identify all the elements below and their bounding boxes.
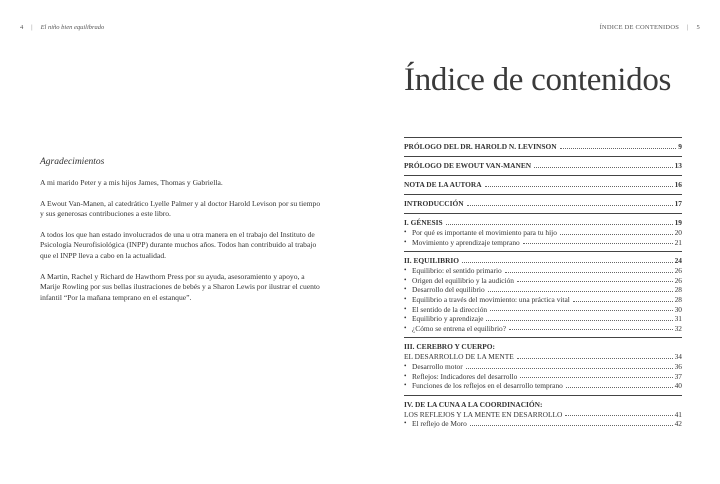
subentry-page: 28 <box>674 294 682 304</box>
header-separator: | <box>687 24 689 31</box>
subentry-page: 32 <box>674 323 682 333</box>
acknowledgement-paragraph: A Martin, Rachel y Richard de Hawthorn Press por su ayuda, asesoramiento y apoyo, a Marije Rowling por sus bellas ilustraciones de bebés y a Sharon Lewis por ilustrar el cuento infantil “Por la mañana temprano en el estanque”. <box>40 271 320 302</box>
bullet-icon: • <box>404 304 407 313</box>
leader-dots <box>565 414 672 416</box>
leader-dots <box>566 386 673 388</box>
leader-dots <box>488 290 673 292</box>
leader-dots <box>462 261 673 263</box>
toc-entry <box>404 176 682 195</box>
left-page-number: 4 <box>20 24 24 31</box>
acknowledgements-heading: Agradecimientos <box>40 157 105 167</box>
subentry-page: 42 <box>674 419 682 429</box>
subentry-label: Por qué es importante el movimiento para tu hijo <box>412 228 557 237</box>
subentry-page: 37 <box>674 371 682 381</box>
subentry-label: Desarrollo motor <box>412 361 463 371</box>
toc-subentry <box>404 266 682 276</box>
chapter-page: 19 <box>674 218 682 227</box>
subentry-page: 20 <box>674 228 682 237</box>
leader-dots <box>520 376 672 378</box>
leader-dots <box>466 367 673 369</box>
subentry-page: 40 <box>674 381 682 391</box>
chapter-page: 41 <box>674 409 682 419</box>
leader-dots <box>560 233 673 235</box>
subentry-page: 21 <box>674 237 682 247</box>
subentry-label: Origen del equilibrio y la audición <box>412 275 515 285</box>
toc-chapter-subtitle-line <box>404 352 682 362</box>
subentry-label: Equilibrio: el sentido primario <box>412 266 502 276</box>
toc-chapter <box>404 396 682 433</box>
left-running-title: El niño bien equilibrado <box>40 24 105 31</box>
subentry-page: 30 <box>674 304 682 314</box>
right-page <box>360 0 720 484</box>
acknowledgement-paragraph: A todos los que han estado involucrados de una u otra manera en el trabajo del Instituto de Psicología Neurofisiológica (INPP) durante muchos años. Todos han contribuido al trabajo que el INPP lleva a cabo en la actualidad. <box>40 229 317 260</box>
subentry-label: Movimiento y aprendizaje temprano <box>412 237 520 247</box>
toc-subentry <box>404 324 682 334</box>
subentry-label: El reflejo de Moro <box>412 419 467 429</box>
subentry-label: El sentido de la dirección <box>412 304 488 314</box>
toc-entry-page: 17 <box>674 199 682 208</box>
subentry-label: Desarrollo del equilibrio <box>412 285 485 295</box>
toc-entry-label: PRÓLOGO DE EWOUT VAN-MANEN <box>404 161 532 170</box>
toc-subentry <box>404 295 682 305</box>
leader-dots <box>534 166 673 168</box>
acknowledgement-paragraph: A mi marido Peter y a mis hijos James, Thomas y Gabriella. <box>40 178 223 187</box>
toc-subentry <box>404 362 682 372</box>
leader-dots <box>467 204 673 206</box>
right-page-number: 5 <box>696 24 700 31</box>
bullet-icon: • <box>404 371 407 380</box>
leader-dots <box>490 309 672 311</box>
bullet-icon: • <box>404 266 407 275</box>
toc-subentry <box>404 372 682 382</box>
chapter-subtitle: LOS REFLEJOS Y LA MENTE EN DESARROLLO <box>404 409 563 419</box>
toc-entry-label: NOTA DE LA AUTORA <box>404 180 482 189</box>
bullet-icon: • <box>404 314 407 323</box>
subentry-label: ¿Cómo se entrena el equilibrio? <box>412 323 506 333</box>
subentry-label: Reflejos: Indicadores del desarrollo <box>412 371 518 381</box>
right-running-title: ÍNDICE DE CONTENIDOS <box>599 24 680 31</box>
leader-dots <box>486 319 672 321</box>
bullet-icon: • <box>404 323 407 332</box>
toc-entry-label: PRÓLOGO DEL DR. HAROLD N. LEVINSON <box>404 142 557 151</box>
subentry-page: 26 <box>674 275 682 285</box>
leader-dots <box>573 300 673 302</box>
leader-dots <box>485 185 673 187</box>
chapter-title: II. EQUILIBRIO <box>404 256 460 266</box>
acknowledgement-paragraph: A Ewout Van-Manen, al catedrático Lyelle Palmer y al doctor Harold Levison por su tiempo y sus generosas contribuciones a este libro. <box>40 198 321 219</box>
toc-subentry <box>404 276 682 286</box>
leader-dots <box>517 280 673 282</box>
subentry-label: Funciones de los reflejos en el desarrollo temprano <box>412 381 563 391</box>
leader-dots <box>505 271 673 273</box>
bullet-icon: • <box>404 228 407 236</box>
toc-subentry <box>404 228 682 238</box>
toc-chapter <box>404 338 682 395</box>
chapter-subtitle: EL DESARROLLO DE LA MENTE <box>404 352 514 362</box>
toc-subentry <box>404 419 682 429</box>
toc-entry <box>404 195 682 214</box>
left-running-header <box>20 24 104 31</box>
toc-subentry <box>404 305 682 315</box>
toc-subentry <box>404 238 682 248</box>
subentry-label: Equilibrio a través del movimiento: una práctica vital <box>412 294 570 304</box>
chapter-title: III. CEREBRO Y CUERPO: <box>404 342 496 352</box>
toc-title: Índice de contenidos <box>404 62 672 98</box>
leader-dots <box>560 147 677 149</box>
leader-dots <box>517 357 673 359</box>
bullet-icon: • <box>404 285 407 294</box>
subentry-label: Equilibrio y aprendizaje <box>412 314 484 324</box>
right-running-header <box>600 24 700 31</box>
leader-dots <box>509 328 673 330</box>
toc-entry-page: 9 <box>678 142 682 151</box>
subentry-page: 36 <box>674 361 682 371</box>
toc-chapter <box>404 252 682 338</box>
toc-subentry <box>404 285 682 295</box>
leader-dots <box>470 424 673 426</box>
toc-entry-page: 13 <box>674 161 682 170</box>
acknowledgements-body <box>40 178 322 313</box>
toc-chapter-subtitle-line <box>404 410 682 420</box>
toc-chapter <box>404 214 682 252</box>
chapter-page: 24 <box>674 256 682 266</box>
toc-subentry <box>404 314 682 324</box>
chapter-page: 34 <box>674 352 682 362</box>
toc-subentry <box>404 381 682 391</box>
bullet-icon: • <box>404 294 407 303</box>
toc-entry <box>404 157 682 176</box>
bullet-icon: • <box>404 361 407 370</box>
chapter-title: I. GÉNESIS <box>404 218 443 227</box>
toc-entry-label: INTRODUCCIÓN <box>404 199 464 208</box>
header-separator: | <box>31 24 33 31</box>
bullet-icon: • <box>404 237 407 246</box>
toc-entry <box>404 137 682 157</box>
table-of-contents <box>404 137 720 433</box>
subentry-page: 26 <box>674 266 682 276</box>
toc-entry-page: 16 <box>674 180 682 189</box>
bullet-icon: • <box>404 275 407 284</box>
subentry-page: 31 <box>674 314 682 324</box>
subentry-page: 28 <box>674 285 682 295</box>
leader-dots <box>446 223 673 225</box>
bullet-icon: • <box>404 419 407 428</box>
bullet-icon: • <box>404 381 407 390</box>
chapter-title: IV. DE LA CUNA A LA COORDINACIÓN: <box>404 399 543 409</box>
leader-dots <box>523 242 673 244</box>
